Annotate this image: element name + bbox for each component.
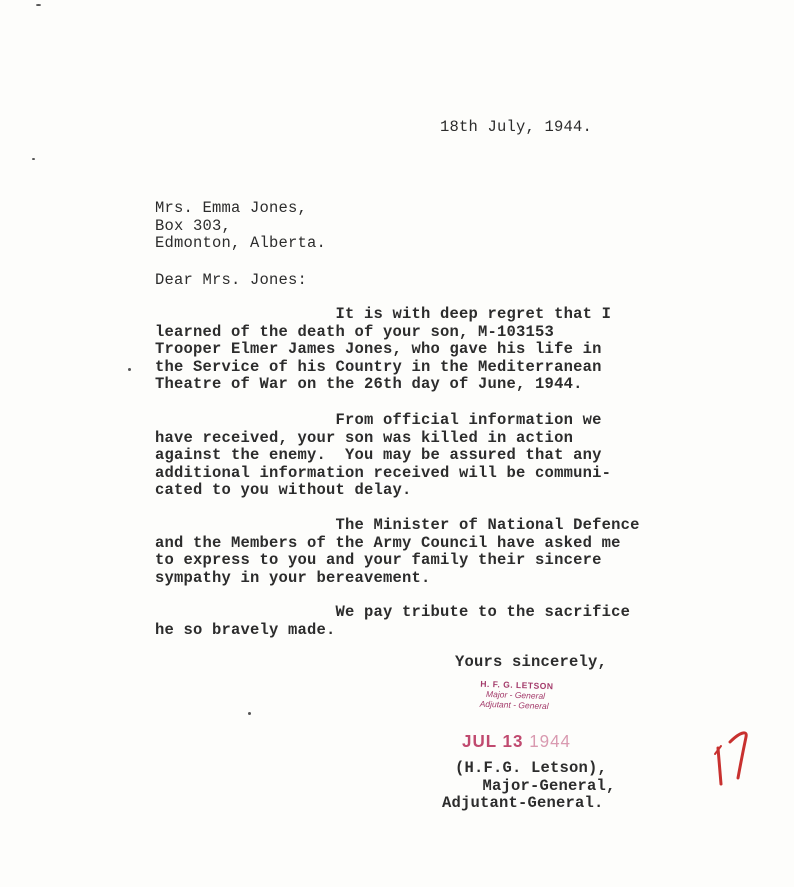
scan-speck xyxy=(36,4,41,6)
address-line-1: Mrs. Emma Jones, xyxy=(155,199,308,217)
date-stamp-month-day: JUL 13 xyxy=(462,731,524,752)
paragraph-3-line: sympathy in your bereavement. xyxy=(155,569,431,587)
signature-title: Adjutant-General. xyxy=(442,794,604,812)
salutation: Dear Mrs. Jones: xyxy=(155,271,308,289)
stamp-title-2: Adjutant - General xyxy=(479,698,549,712)
paragraph-2-line: additional information received will be communi- xyxy=(155,464,612,482)
paragraph-2-line: From official information we xyxy=(155,411,602,429)
paragraph-1-line: the Service of his Country in the Mediterranean xyxy=(155,358,602,376)
paragraph-1-line: It is with deep regret that I xyxy=(155,305,612,323)
stamp-name: H. F. G. LETSON xyxy=(480,678,554,692)
paragraph-3-line: to express to you and your family their sincere xyxy=(155,551,602,569)
letter-date: 18th July, 1944. xyxy=(440,118,593,136)
paragraph-3-line: The Minister of National Defence xyxy=(155,516,640,534)
paragraph-2-line: against the enemy. You may be assured that any xyxy=(155,446,602,464)
paragraph-2-line: have received, your son was killed in action xyxy=(155,429,574,447)
paragraph-4-line: he so bravely made. xyxy=(155,621,336,639)
scan-speck xyxy=(248,712,251,715)
signature-name: (H.F.G. Letson), xyxy=(455,759,608,777)
address-line-2: Box 303, xyxy=(155,217,232,235)
address-line-3: Edmonton, Alberta. xyxy=(155,234,327,252)
handwritten-page-number xyxy=(712,728,752,788)
signature-stamp xyxy=(479,679,553,712)
signature-rank: Major-General, xyxy=(473,777,616,795)
closing: Yours sincerely, xyxy=(455,653,608,671)
received-date-stamp xyxy=(462,732,571,753)
scan-speck xyxy=(32,158,35,160)
paragraph-4-line: We pay tribute to the sacrifice xyxy=(155,603,631,621)
paragraph-1-line: Theatre of War on the 26th day of June, 1944. xyxy=(155,375,583,393)
date-stamp-year: 1944 xyxy=(529,731,572,752)
paragraph-1-line: Trooper Elmer James Jones, who gave his life in xyxy=(155,340,602,358)
paragraph-3-line: and the Members of the Army Council have asked me xyxy=(155,534,621,552)
stamp-title-1: Major - General xyxy=(485,688,546,701)
paragraph-1-line: learned of the death of your son, M-103153 xyxy=(155,323,555,341)
paragraph-2-line: cated to you without delay. xyxy=(155,481,412,499)
scan-speck xyxy=(128,368,131,371)
